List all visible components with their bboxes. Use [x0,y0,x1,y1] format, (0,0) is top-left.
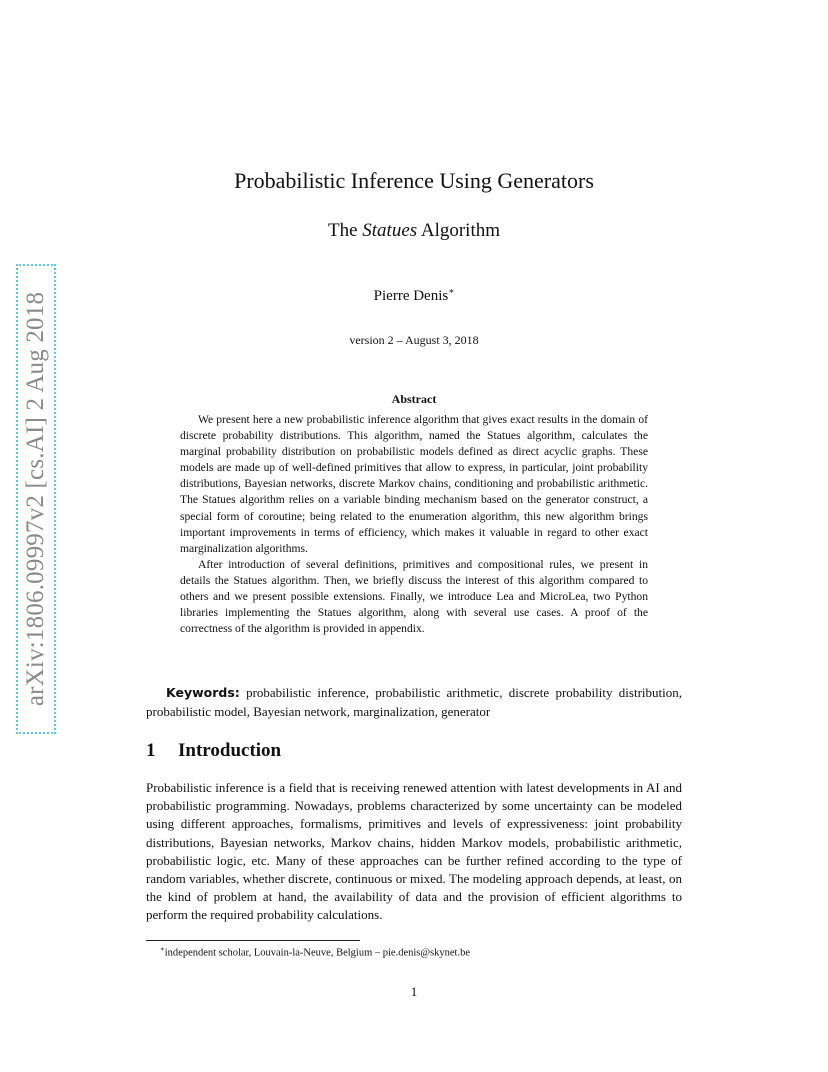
section-number: 1 [146,740,156,761]
section-heading [146,740,281,762]
author-name: Pierre Denis [373,288,449,304]
keywords-text: probabilistic inference, probabilistic arithmetic, discrete probability distribution, probabilistic model, Bayesian network, marginalization, generator [146,685,682,719]
footnote [160,945,470,959]
footnote-text: independent scholar, Louvain-la-Neuve, Belgium – pie.denis@skynet.be [164,947,470,959]
abstract-heading: Abstract [391,392,437,406]
abstract-paragraph: We present here a new probabilistic inference algorithm that gives exact results in the domain of discrete probability distributions. This algorithm, named the Statues algorithm, calculates the marginal probability distribution on probabilistic models defined as direct acyclic graphs. These models are made up of well-defined primitives that allow to express, in particular, joint probability distributions, Bayesian networks, discrete Markov chains, conditioning and probabilistic arithmetic. The Statues algorithm relies on a variable binding mechanism based on the generator construct, a special form of coroutine; being related to the enumeration algorithm, this new algorithm brings important improvements in terms of efficiency, which makes it valuable in regard to other exact marginalization algorithms. [180,413,648,555]
footnote-divider [146,940,360,941]
subtitle-prefix: The [327,220,363,241]
subtitle-suffix: Algorithm [417,220,501,241]
section-title: Introduction [178,740,282,761]
abstract-body [180,412,648,637]
author-footnote-mark: ∗ [448,286,455,296]
paper-title: Probabilistic Inference Using Generators [234,168,594,193]
keywords-paragraph [146,683,682,721]
subtitle-emphasis: Statues [362,220,418,241]
footnote-mark: ∗ [160,945,165,953]
keywords-label: Keywords: [166,685,240,700]
intro-body [146,779,682,925]
keywords-block [146,683,682,721]
arxiv-identifier: arXiv:1806.09997v2 [cs.AI] 2 Aug 2018 [22,291,49,707]
abstract-paragraph: After introduction of several definitions, primitives and compositional rules, we present in details the Statues algorithm. Then, we briefly discuss the interest of this algorithm compared to others and we present possible extensions. Finally, we introduce Lea and MicroLea, two Python libraries implementing the Statues algorithm, along with several use cases. A proof of the correctness of the algorithm is provided in appendix. [180,557,648,636]
version-date: version 2 – August 3, 2018 [349,333,479,347]
page-number: 1 [410,984,418,999]
author-line [0,286,828,305]
paper-subtitle [0,220,828,242]
intro-paragraph: Probabilistic inference is a field that is receiving renewed attention with latest developments in AI and probabilistic programming. Nowadays, problems characterized by some uncertainty can be modeled using different approaches, formalisms, primitives and levels of expressiveness: joint probability distributions, Bayesian networks, Markov chains, hidden Markov models, probabilistic arithmetic, probabilistic logic, etc. Many of these approaches can be further refined according to the type of random variables, whether discrete, continuous or mixed. The modeling approach depends, at least, on the kind of problem at hand, the availability of data and the provision of efficient algorithms to perform the required probability calculations. [146,780,682,923]
